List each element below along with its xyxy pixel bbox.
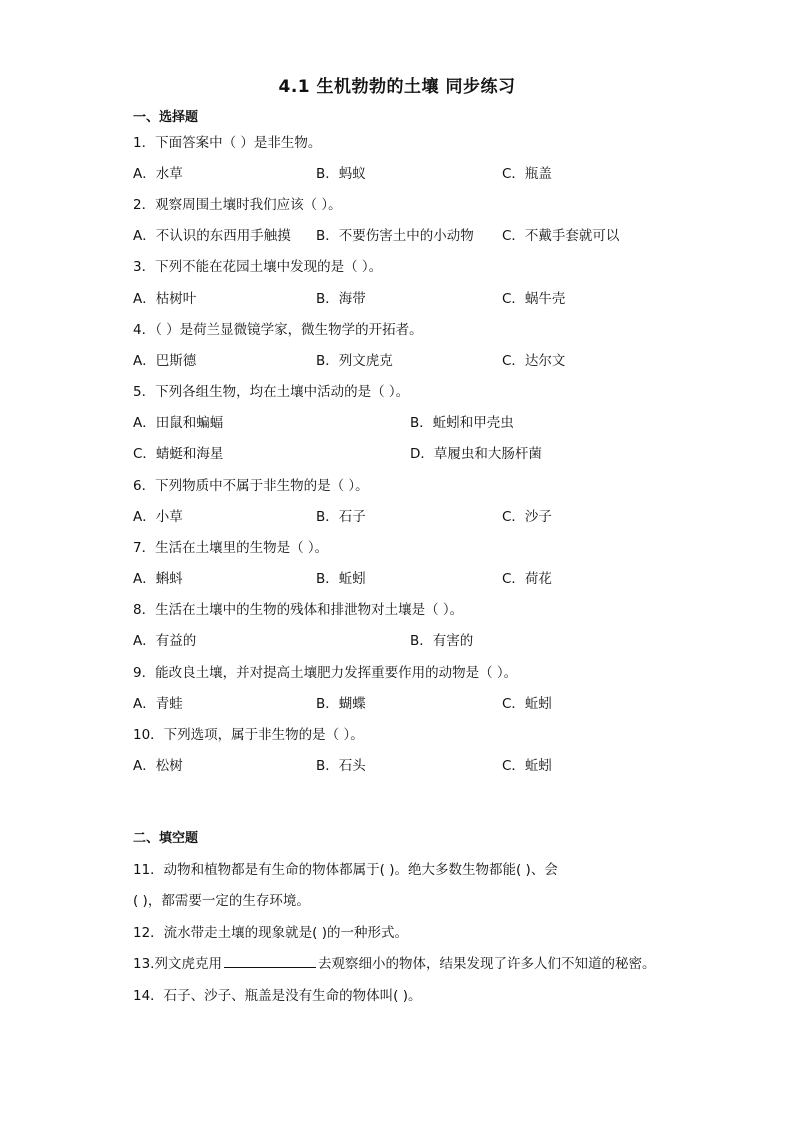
question-11-line-1: 11．动物和植物都是有生命的物体都属于( )。绝大多数生物都能( )、会 <box>133 862 558 878</box>
q7-option-a[interactable]: A．蝌蚪 <box>133 571 183 587</box>
q2-option-c[interactable]: C．不戴手套就可以 <box>502 228 620 244</box>
question-11-line-2: ( )，都需要一定的生存环境。 <box>133 893 310 909</box>
q1-option-c[interactable]: C．瓶盖 <box>502 166 552 182</box>
q5-option-c[interactable]: C．蜻蜓和海星 <box>133 446 224 462</box>
q3-option-b[interactable]: B．海带 <box>316 291 366 307</box>
question-13-after: 去观察细小的物体，结果发现了许多人们不知道的秘密。 <box>317 956 656 972</box>
q7-option-b[interactable]: B．蚯蚓 <box>316 571 366 587</box>
q10-option-c[interactable]: C．蚯蚓 <box>502 758 552 774</box>
q6-option-a[interactable]: A．小草 <box>133 509 183 525</box>
q9-option-c[interactable]: C．蚯蚓 <box>502 696 552 712</box>
question-3: 3．下列不能在花园土壤中发现的是（ ）。 <box>133 259 383 275</box>
q9-option-a[interactable]: A．青蛙 <box>133 696 183 712</box>
q1-option-b[interactable]: B．蚂蚁 <box>316 166 366 182</box>
q3-option-a[interactable]: A．枯树叶 <box>133 291 197 307</box>
q5-option-a[interactable]: A．田鼠和蝙蝠 <box>133 415 224 431</box>
answer-blank-line[interactable] <box>224 955 316 968</box>
q5-option-b[interactable]: B．蚯蚓和甲壳虫 <box>410 415 514 431</box>
q10-option-a[interactable]: A．松树 <box>133 758 183 774</box>
q10-option-b[interactable]: B．石头 <box>316 758 366 774</box>
page-title: 4.1 生机勃勃的土壤 同步练习 <box>278 77 516 97</box>
q4-option-c[interactable]: C．达尔文 <box>502 353 566 369</box>
question-8: 8．生活在土壤中的生物的残体和排泄物对土壤是（ ）。 <box>133 602 464 618</box>
question-9: 9．能改良土壤，并对提高土壤肥力发挥重要作用的动物是（ ）。 <box>133 665 518 681</box>
q4-option-b[interactable]: B．列文虎克 <box>316 353 393 369</box>
q9-option-b[interactable]: B．蝴蝶 <box>316 696 366 712</box>
q6-option-b[interactable]: B．石子 <box>316 509 366 525</box>
q5-option-d[interactable]: D．草履虫和大肠杆菌 <box>410 446 542 462</box>
question-12: 12．流水带走土壤的现象就是( )的一种形式。 <box>133 925 409 941</box>
q4-option-a[interactable]: A．巴斯德 <box>133 353 197 369</box>
q3-option-c[interactable]: C．蜗牛壳 <box>502 291 566 307</box>
question-13-before: 13.列文虎克用 <box>133 956 222 972</box>
q1-option-a[interactable]: A．水草 <box>133 166 183 182</box>
section-heading-choice: 一、选择题 <box>133 110 199 125</box>
question-7: 7．生活在土壤里的生物是（ ）。 <box>133 540 329 556</box>
question-13 <box>133 952 655 972</box>
question-5: 5．下列各组生物，均在土壤中活动的是（ ）。 <box>133 384 410 400</box>
question-14: 14．石子、沙子、瓶盖是没有生命的物体叫( )。 <box>133 988 422 1004</box>
section-heading-fill: 二、填空题 <box>133 831 199 846</box>
q8-option-a[interactable]: A．有益的 <box>133 633 197 649</box>
question-10: 10．下列选项，属于非生物的是（ ）。 <box>133 727 364 743</box>
q2-option-b[interactable]: B．不要伤害土中的小动物 <box>316 228 474 244</box>
q6-option-c[interactable]: C．沙子 <box>502 509 552 525</box>
question-6: 6．下列物质中不属于非生物的是（ ）。 <box>133 478 369 494</box>
q7-option-c[interactable]: C．荷花 <box>502 571 552 587</box>
question-4: 4．（ ）是荷兰显微镜学家，微生物学的开拓者。 <box>133 322 423 338</box>
q8-option-b[interactable]: B．有害的 <box>410 633 474 649</box>
question-1: 1．下面答案中（ ）是非生物。 <box>133 135 322 151</box>
q2-option-a[interactable]: A．不认识的东西用手触摸 <box>133 228 291 244</box>
question-2: 2．观察周围土壤时我们应该（ ）。 <box>133 197 342 213</box>
